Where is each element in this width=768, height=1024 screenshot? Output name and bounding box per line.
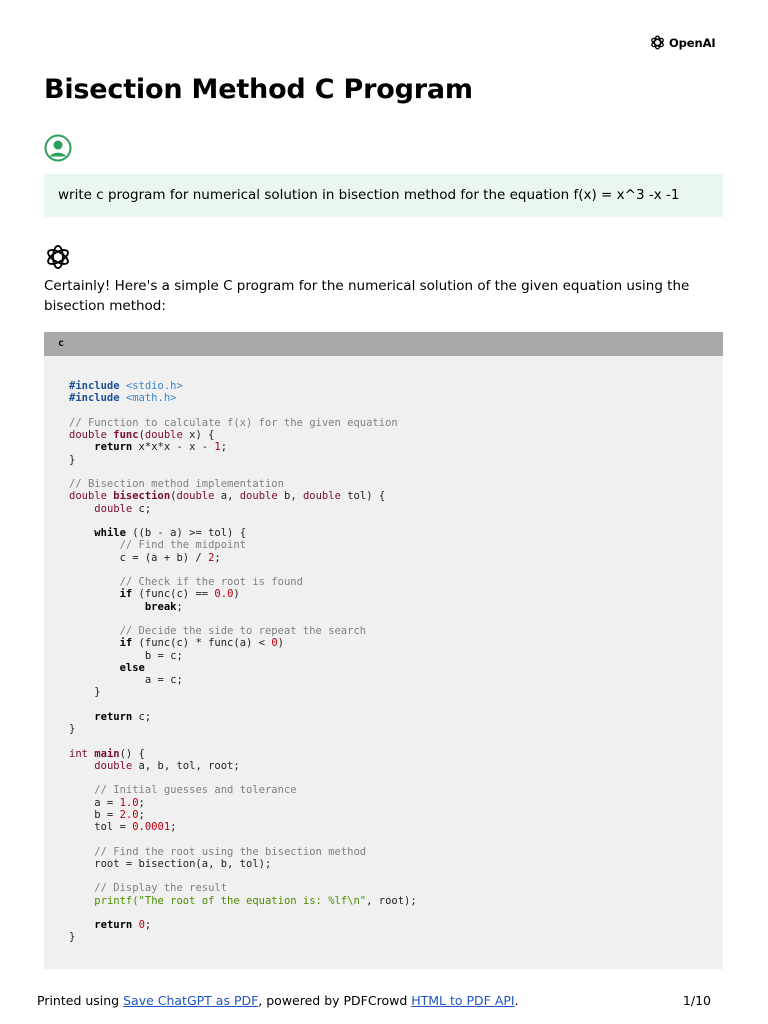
openai-logo-icon bbox=[649, 34, 666, 51]
code-line: } bbox=[69, 723, 76, 735]
code-line: return c; bbox=[94, 710, 152, 723]
code-line: if (func(c) * func(a) < 0) bbox=[119, 637, 284, 650]
code-line: // Bisection method implementation bbox=[69, 478, 284, 490]
code-line: if (func(c) == 0.0) bbox=[119, 588, 240, 601]
save-chatgpt-pdf-link[interactable]: Save ChatGPT as PDF bbox=[123, 993, 259, 1008]
assistant-message: Certainly! Here's a simple C program for the numerical solution of the given equation using the bisection method: bbox=[44, 278, 690, 314]
code-line: break; bbox=[144, 600, 183, 613]
code-line: // Check if the root is found bbox=[119, 576, 303, 588]
page-footer bbox=[37, 993, 711, 1008]
code-line: // Find the midpoint bbox=[119, 539, 247, 552]
code-line: return 0; bbox=[94, 919, 152, 931]
code-content bbox=[69, 380, 723, 944]
code-line: return x*x*x - x - 1; bbox=[94, 441, 228, 454]
code-line: printf("The root of the equation is: %lf\n", root); bbox=[94, 894, 417, 907]
openai-brand bbox=[649, 34, 716, 51]
code-line: double a, b, tol, root; bbox=[94, 759, 240, 772]
assistant-avatar-icon bbox=[44, 243, 72, 271]
code-line: b = 2.0; bbox=[69, 808, 145, 821]
footer-suffix: . bbox=[514, 993, 519, 1008]
code-language-label: c bbox=[44, 332, 723, 356]
code-line: c = (a + b) / 2; bbox=[69, 551, 221, 564]
brand-label: OpenAI bbox=[669, 35, 716, 50]
footer-middle: , powered by PDFCrowd bbox=[258, 993, 412, 1008]
code-line: // Function to calculate f(x) for the given equation bbox=[69, 416, 398, 429]
footer-prefix: Printed using bbox=[37, 993, 124, 1008]
code-line: // Initial guesses and tolerance bbox=[94, 784, 297, 797]
code-line: } bbox=[69, 931, 76, 944]
code-line: int main() { bbox=[69, 747, 145, 760]
code-line: tol = 0.0001; bbox=[69, 821, 177, 833]
html-to-pdf-api-link[interactable]: HTML to PDF API bbox=[411, 993, 515, 1008]
code-line: root = bisection(a, b, tol); bbox=[69, 857, 272, 870]
code-line: a = 1.0; bbox=[69, 796, 145, 809]
code-line: #include <math.h> bbox=[69, 392, 177, 405]
code-line: } bbox=[69, 453, 76, 466]
code-line: else bbox=[119, 661, 145, 674]
user-message: write c program for numerical solution in bisection method for the equation f(x) = x^3 -x -1 bbox=[44, 174, 723, 217]
page-number: 1/10 bbox=[682, 993, 711, 1008]
code-block bbox=[44, 356, 723, 969]
code-line: while ((b - a) >= tol) { bbox=[94, 527, 247, 539]
code-line: double func(double x) { bbox=[69, 429, 215, 441]
user-avatar-icon bbox=[44, 134, 72, 162]
page-title: Bisection Method C Program bbox=[44, 74, 473, 105]
code-line: double bisection(double a, double b, double tol) { bbox=[69, 490, 386, 503]
code-line: } bbox=[69, 686, 101, 699]
code-line: #include <stdio.h> bbox=[69, 380, 183, 392]
code-line: // Find the root using the bisection method bbox=[94, 845, 367, 858]
code-line: double c; bbox=[94, 502, 152, 515]
code-line: // Display the result bbox=[94, 882, 228, 895]
code-line: a = c; bbox=[69, 674, 183, 686]
code-line: // Decide the side to repeat the search bbox=[119, 625, 367, 637]
code-line: b = c; bbox=[69, 649, 183, 662]
